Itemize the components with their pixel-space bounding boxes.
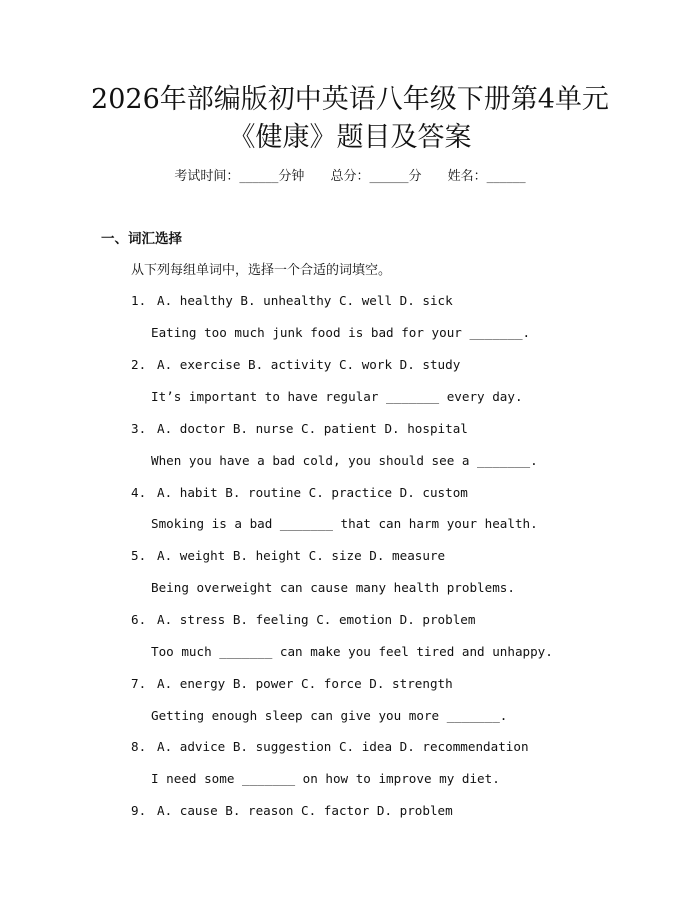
section-instruction: 从下列每组单词中，选择一个合适的词填空。 bbox=[131, 263, 392, 278]
question-number: 9. bbox=[131, 803, 147, 818]
question-6-sentence: Too much _______ can make you feel tired and unhappy. bbox=[151, 644, 553, 659]
document-title-line-2: 《健康》题目及答案 bbox=[228, 122, 472, 153]
exam-info bbox=[0, 167, 700, 187]
options-text: A. energy B. power C. force D. strength bbox=[157, 676, 453, 691]
question-3-sentence: When you have a bad cold, you should see a _______. bbox=[151, 453, 538, 468]
question-8-sentence: I need some _______ on how to improve my diet. bbox=[151, 771, 500, 786]
question-5-sentence: Being overweight can cause many health problems. bbox=[151, 580, 515, 595]
question-5-options bbox=[131, 546, 445, 566]
document-title-line-1: 2026年部编版初中英语八年级下册第4单元 bbox=[91, 84, 609, 115]
options-text: A. healthy B. unhealthy C. well D. sick bbox=[157, 293, 453, 308]
question-6-options bbox=[131, 610, 475, 630]
question-7-sentence: Getting enough sleep can give you more _______. bbox=[151, 708, 508, 723]
question-2-sentence: It’s important to have regular _______ every day. bbox=[151, 389, 523, 404]
question-7-options bbox=[131, 674, 453, 694]
question-number: 8. bbox=[131, 739, 147, 754]
section-heading: 一、词汇选择 bbox=[101, 231, 182, 247]
student-name-field: 姓名：______ bbox=[447, 169, 526, 184]
question-number: 2. bbox=[131, 357, 147, 372]
question-number: 5. bbox=[131, 548, 147, 563]
question-1-sentence: Eating too much junk food is bad for your _______. bbox=[151, 325, 531, 340]
question-1-options bbox=[131, 291, 453, 311]
options-text: A. exercise B. activity C. work D. study bbox=[157, 357, 461, 372]
question-number: 1. bbox=[131, 293, 147, 308]
options-text: A. stress B. feeling C. emotion D. problem bbox=[157, 612, 476, 627]
question-4-options bbox=[131, 483, 468, 503]
total-score-field: 总分：______分 bbox=[330, 169, 422, 184]
question-9-options bbox=[131, 801, 453, 821]
question-number: 3. bbox=[131, 421, 147, 436]
question-8-options bbox=[131, 737, 529, 757]
options-text: A. advice B. suggestion C. idea D. recommendation bbox=[157, 739, 529, 754]
options-text: A. doctor B. nurse C. patient D. hospital bbox=[157, 421, 468, 436]
options-text: A. habit B. routine C. practice D. custom bbox=[157, 485, 468, 500]
question-4-sentence: Smoking is a bad _______ that can harm your health. bbox=[151, 516, 538, 531]
question-2-options bbox=[131, 355, 460, 375]
question-number: 6. bbox=[131, 612, 147, 627]
exam-time-field: 考试时间：______分钟 bbox=[174, 169, 305, 184]
options-text: A. weight B. height C. size D. measure bbox=[157, 548, 446, 563]
question-number: 7. bbox=[131, 676, 147, 691]
options-text: A. cause B. reason C. factor D. problem bbox=[157, 803, 453, 818]
question-number: 4. bbox=[131, 485, 147, 500]
question-3-options bbox=[131, 419, 468, 439]
